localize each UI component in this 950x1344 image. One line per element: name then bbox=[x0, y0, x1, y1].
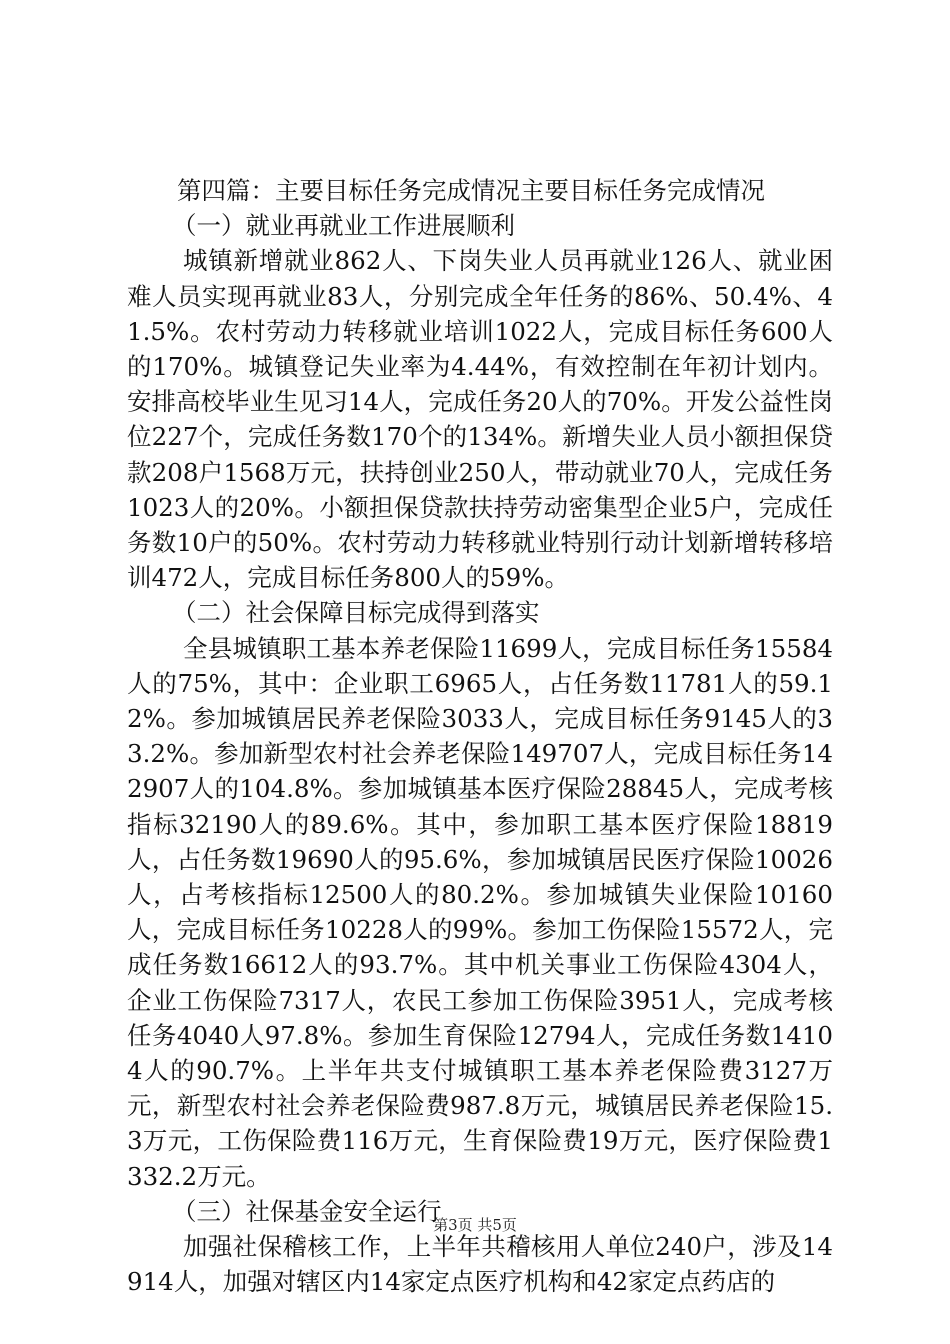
section-paragraph-fund-safety: 加强社保稽核工作，上半年共稽核用人单位240户，涉及14914人，加强对辖区内14家定点医疗机构和42家定点药店的 bbox=[127, 1232, 833, 1297]
section-heading-fund-safety: （三）社保基金安全运行 bbox=[172, 1196, 442, 1226]
section-paragraph-employment: 城镇新增就业862人、下岗失业人员再就业126人、就业困难人员实现再就业83人，分别完成全年任务的86%、50.4%、41.5%。农村劳动力转移就业培训1022人，完成目标任务600人的170%。城镇登记失业率为4.44%，有效控制在年初计划内。安排高校毕业生见习14人，完成任务20人的70%。开发公益性岗位227个，完成任务数170个的134%。新增失业人员小额担保贷款208户1568万元，扶持创业250人，带动就业70人，完成任务1023人的20%。小额担保贷款扶持劳动密集型企业5户，完成任务数10户的50%。农村劳动力转移就业特别行动计划新增转移培训472人，完成目标任务800人的59%。 bbox=[127, 246, 833, 593]
document-body bbox=[127, 173, 833, 1300]
section-paragraph-social-security: 全县城镇职工基本养老保险11699人，完成目标任务15584人的75%，其中：企业职工6965人，占任务数11781人的59.12%。参加城镇居民养老保险3033人，完成目标任务9145人的33.2%。参加新型农村社会养老保险149707人，完成目标任务142907人的104.8%。参加城镇基本医疗保险28845人，完成考核指标32190人的89.6%。其中，参加职工基本医疗保险18819人，占任务数19690人的95.6%，参加城镇居民医疗保险10026人，占考核指标12500人的80.2%。参加城镇失业保险10160人，完成目标任务10228人的99%。参加工伤保险15572人，完成任务数16612人的93.7%。其中机关事业工伤保险4304人，企业工伤保险7317人，农民工参加工伤保险3951人，完成考核任务4040人97.8%。参加生育保险12794人，完成任务数14104人的90.7%。上半年共支付城镇职工基本养老保险费3127万元，新型农村社会养老保险费987.8万元，城镇居民养老保险15.3万元，工伤保险费116万元，生育保险费19万元，医疗保险费1332.2万元。 bbox=[127, 633, 833, 1191]
section-heading-social-security: （二）社会保障目标完成得到落实 bbox=[172, 598, 540, 628]
document-title: 第四篇：主要目标任务完成情况主要目标任务完成情况 bbox=[177, 176, 765, 205]
page-number-footer: 第3页 共5页 bbox=[433, 1216, 517, 1234]
section-heading-employment: （一）就业再就业工作进展顺利 bbox=[172, 211, 515, 241]
